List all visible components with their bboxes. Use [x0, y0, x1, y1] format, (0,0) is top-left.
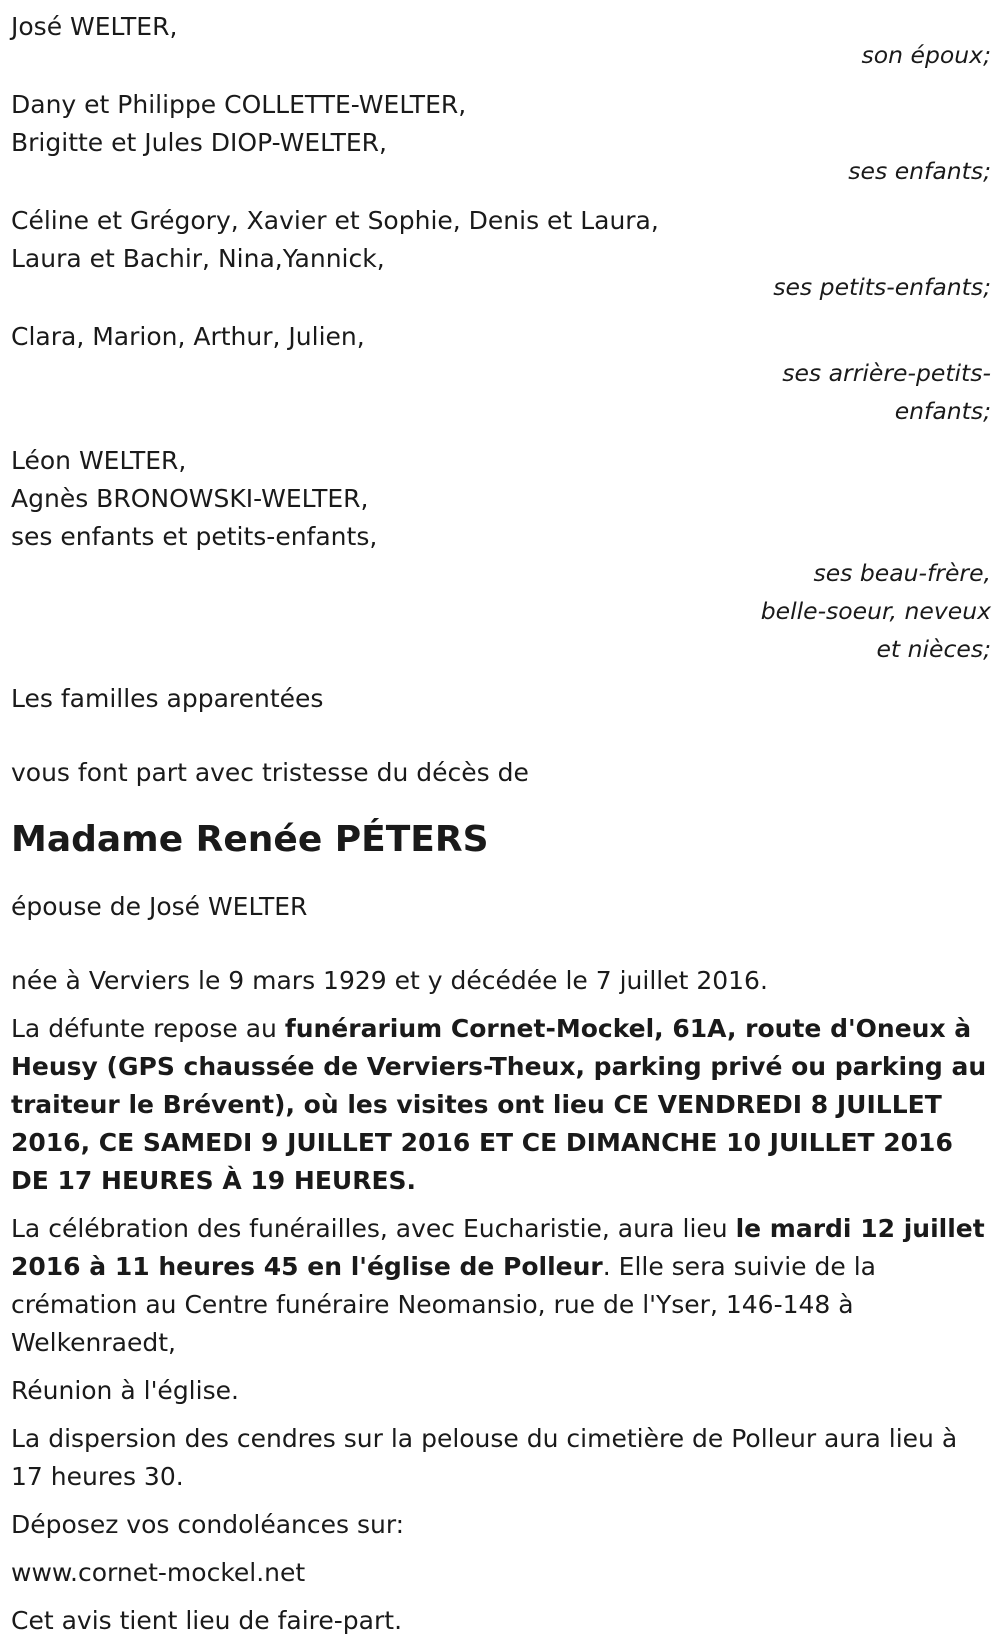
closing-line: Cet avis tient lieu de faire-part.	[11, 1606, 403, 1635]
ceremony-rest: . Elle sera suivie de la crémation au Centre funéraire Neomansio, rue de l'Yser, 146-148 à Welkenraedt,	[11, 1252, 876, 1357]
relation-label: et nièces;	[876, 635, 991, 663]
family-names-line: Clara, Marion, Arthur, Julien,	[11, 322, 365, 351]
family-group	[11, 8, 991, 74]
spouse-line: épouse de José WELTER	[11, 892, 308, 921]
family-group	[11, 202, 991, 306]
viewing-intro: La défunte repose au	[11, 1014, 285, 1043]
relation-label: ses enfants;	[848, 157, 991, 185]
spacer	[11, 926, 991, 962]
announcement: vous font part avec tristesse du décès de	[11, 758, 529, 787]
deceased-name: Madame Renée PÉTERS	[11, 819, 489, 860]
condolences-label: Déposez vos condoléances sur:	[11, 1510, 405, 1539]
family-names-line: Laura et Bachir, Nina,Yannick,	[11, 244, 385, 273]
family-names-line: ses enfants et petits-enfants,	[11, 522, 378, 551]
ceremony-paragraph	[11, 1210, 991, 1362]
relation-label: son époux;	[861, 41, 991, 69]
family-group	[11, 86, 991, 190]
ashes-paragraph: La dispersion des cendres sur la pelouse du cimetière de Polleur aura lieu à 17 heures 30.	[11, 1424, 958, 1491]
ceremony-date-place: le mardi 12 juillet 2016 à 11 heures 45 en l'église de Polleur	[11, 1214, 985, 1281]
family-names-line: José WELTER,	[11, 12, 178, 41]
birth-death-line: née à Verviers le 9 mars 1929 et y décédée le 7 juillet 2016.	[11, 966, 768, 995]
family-group	[11, 442, 991, 668]
relation-label: ses arrière-petits-	[782, 359, 991, 387]
relation-label: enfants;	[894, 397, 991, 425]
relation-label: ses beau-frère,	[813, 559, 991, 587]
website-link[interactable]: www.cornet-mockel.net	[11, 1558, 306, 1587]
spacer	[11, 718, 991, 754]
spacer	[11, 862, 991, 888]
viewing-details: funérarium Cornet-Mockel, 61A, route d'Oneux à Heusy (GPS chaussée de Verviers-Theux, parking privé ou parking au traiteur le Brévent), où les visites ont lieu CE VENDREDI 8 JUILLET 2016, CE SAMEDI 9 JUILLET 2016 ET CE DIMANCHE 10 JUILLET 2016 DE 17 HEURES À 19 HEURES.	[11, 1014, 987, 1195]
family-names-line: Léon WELTER,	[11, 446, 187, 475]
family-names-line: Céline et Grégory, Xavier et Sophie, Denis et Laura,	[11, 206, 659, 235]
meeting-line: Réunion à l'église.	[11, 1376, 239, 1405]
ceremony-intro: La célébration des funérailles, avec Eucharistie, aura lieu	[11, 1214, 736, 1243]
family-group	[11, 318, 991, 430]
website-line	[11, 1554, 991, 1592]
viewing-paragraph	[11, 1010, 991, 1200]
relation-label: ses petits-enfants;	[773, 273, 991, 301]
family-names-line: Agnès BRONOWSKI-WELTER,	[11, 484, 369, 513]
relation-label: belle-soeur, neveux	[760, 597, 991, 625]
family-names-line: Brigitte et Jules DIOP-WELTER,	[11, 128, 387, 157]
family-names-line: Dany et Philippe COLLETTE-WELTER,	[11, 90, 467, 119]
spacer	[11, 792, 991, 818]
obituary-notice	[11, 8, 991, 1650]
related-families: Les familles apparentées	[11, 684, 324, 713]
